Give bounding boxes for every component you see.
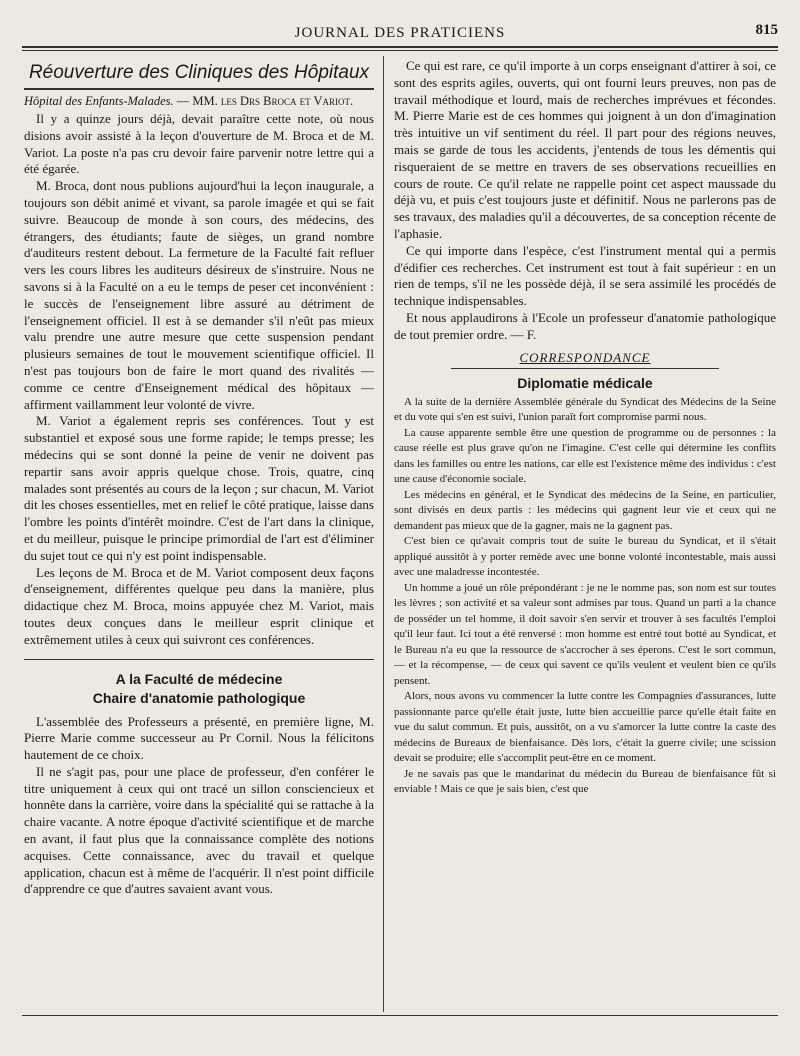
diplomatie-heading: Diplomatie médicale	[517, 374, 653, 391]
footer-rule	[22, 1015, 778, 1016]
paragraph: Alors, nous avons vu commencer la lutte contre les Compagnies d'assurances, lutte passionnante parce qu'elle était juste, lutte bien accueillie parce qu'elle était faite en vue du salut commun. Et puis, aussitôt, on a vu s'amorcer la lutte contre la caste des médecins de Bureaux de bienfaisance. Dès lors, c'était la guerre civile; une scission devait se produire; elle s'accomplit peut-être en ce moment.	[394, 690, 776, 765]
correspondance-rule	[451, 368, 718, 369]
subhead-hospital: Hôpital des Enfants-Malades.	[24, 94, 174, 108]
paragraph: Et nous applaudirons à l'Ecole un professeur d'anatomie pathologique de tout premier ordre. — F.	[394, 309, 776, 342]
article-heading: Réouverture des Cliniques des Hôpitaux	[28, 62, 370, 83]
paragraph: Ce qui est rare, ce qu'il importe à un corps enseignant d'attirer à soi, ce sont des esprits agiles, ouverts, qui ont fourni leurs preuves, non pas de travail méthodique et lourd, mais de recherches imprévues et fécondes. M. Pierre Marie est de ces hommes qui joignent à un don d'imagination très intuitive un vif sentiment du réel. Il part pour des régions neuves, mais se garde de tous les accidents, j'entends de tous les démentis qui risqueraient de se mettre en travers de ses observations recueillies en cours de route. Ce qu'il relate ne rappelle point cet aspect maussade du déjà vu, et puis c'est toujours juste et définitif. Nous ne parlerons pas de ses travaux, des maladies qu'il a découvertes, de sa conception récente de l'aphasie.	[394, 58, 776, 241]
paragraph: Les leçons de M. Broca et de M. Variot composent deux façons d'enseignement, différentes quelque peu dans la manière, plus didactique chez M. Broca, moins appuyée chez M. Variot, mais toutes deux conçues dans le meilleur esprit clinique et extrêmement utiles à ceux qui suivront ces conférences.	[24, 564, 374, 647]
section-title-chair: Chaire d'anatomie pathologique	[92, 689, 306, 706]
correspondance-heading: CORRESPONDANCE	[519, 349, 651, 365]
right-column	[394, 58, 776, 1008]
page-number: 815	[755, 22, 778, 38]
paragraph: Il y a quinze jours déjà, devait paraître cette note, où nous disions avoir assisté à la leçon d'ouverture de M. Broca et de M. Variot. La poste n'a pas cru devoir faire parvenir notre lettre qui a été égarée.	[24, 111, 374, 177]
paragraph: M. Broca, dont nous publions aujourd'hui la leçon inaugurale, a toujours son débit animé et vivant, sa parole imagée et qui se fait suivre. Beaucoup de monde à son cours, des médecins, des étrangers, des étudiants; faute de sièges, un grand nombre d'auditeurs restent debout. La fermeture de la Faculté fait refluer vers les cours libres les auditeurs désireux de s'instruire. Nous ne savons si à la Faculté on a eu le temps de peser cet inconvénient : le succès de l'enseignement libre assuré au détriment de l'enseignement officiel. Il est à se demander s'il n'eût pas mieux valu prendre une autre mesure que cette suspension pendant plusieurs semaines de tout le mouvement scientifique officiel. Il n'est pas toujours bon de faire le mort quand des rivalités — comme ce centre d'Enseignement médical des hôpitaux — affirment vaillamment leur volonté de vivre.	[24, 178, 374, 412]
paragraph: A la suite de la dernière Assemblée générale du Syndicat des Médecins de la Seine et du vote qui s'en est suivi, l'union paraît fort compromise parmi nous.	[394, 395, 776, 424]
subhead-doctors: — MM. les Drs Broca et Variot.	[173, 94, 354, 108]
paragraph: C'est bien ce qu'avait compris tout de suite le bureau du Syndicat, et il s'était appliqué aussitôt à y porter remède avec une bonne volonté incontestable, mais aussi avec une maladresse incontestée.	[394, 535, 776, 579]
paragraph: Un homme a joué un rôle prépondérant : je ne le nomme pas, son nom est sur toutes les lèvres ; son activité et sa valeur sont admises par tous. Quand un parti a la chance de posséder un tel homme, il doit savoir s'en servir et trouver à ses facultés l'emploi qu'il leur faut. Ici tout a été renversé : mon homme est entré tout botté au Syndicat, et le Bureau n'a eu que la ressource de s'accrocher à ses éperons. C'est le sort commun, — et la récompense, — de ceux qui savent ce qu'ils veulent et veulent bien ce qu'ils pensent.	[394, 581, 776, 687]
paragraph: Il ne s'agit pas, pour une place de professeur, d'en conférer le titre uniquement à ceux qui ont tracé un sillon consciencieux et honnête dans la carrière, voire dans la spécialité qui se rattache à la chaire vacante. A notre époque d'activité scientifique et de marche en avant, il faut plus que la connaissance complète des notions acquises. Cette connaissance, avec du travail et quelque application, chacun est à même de l'acquérir. Il n'est point difficile d'apprendre ce que d'autres savaient avant vous.	[24, 763, 374, 897]
paragraph: M. Variot a également repris ses conférences. Tout y est substantiel et exposé sous une forme rapide; le temps presse; les médecins qui se sont donné la peine de venir ne doivent pas repartir sans avoir appris quelque chose. Trois, quatre, cinq malades sont présentés au cours de la leçon ; sur chacun, M. Variot dit les choses essentielles, met en relief le côté pratique, laisse dans l'ombre les points d'intérêt moindre. C'est de l'art dans la clinique, et du meilleur, puisque le principe primordial de l'art est d'éliminer du sujet tout ce qui n'y est point indispensable.	[24, 413, 374, 563]
column-divider	[383, 56, 384, 1012]
heading-rule	[24, 88, 374, 90]
left-column	[24, 58, 374, 1008]
paragraph: Les médecins en général, et le Syndicat des médecins de la Seine, en particulier, sont divisés en deux partis : les médecins qui gagnent leur vie et ceux qui ne demandent pas mieux que de la gagner, mais ne la gagnent pas.	[394, 488, 776, 532]
paragraph: L'assemblée des Professeurs a présenté, en première ligne, M. Pierre Marie comme successeur au Pr Cornil. Nous la félicitons hautement de ce choix.	[24, 713, 374, 763]
paragraph: Je ne savais pas que le mandarinat du médecin du Bureau de bienfaisance fût si enviable ! Mais ce que je sais bien, c'est que	[394, 767, 776, 796]
header-rule	[22, 46, 778, 51]
journal-title: JOURNAL DES PRATICIENS	[294, 24, 506, 41]
paragraph: Ce qui importe dans l'espèce, c'est l'instrument mental qui a permis d'édifier ces recherches. Cet instrument est tout à fait supérieur : en un rien de temps, s'il ne les possède déjà, il se sera assimilé les procédés de technique indispensables.	[394, 242, 776, 309]
article-subhead	[24, 94, 374, 109]
section-rule	[24, 659, 374, 660]
section-title-faculty: A la Faculté de médecine	[115, 670, 283, 687]
page-header	[22, 20, 778, 46]
paragraph: La cause apparente semble être une question de programme ou de personnes : la cause réelle est plus grave qu'on ne l'imagine. C'est celle qui détermine les conflits dans les familles ou entre les nations, car elle est l'existence même des individus : c'est une cause d'économie sociale.	[394, 426, 776, 486]
